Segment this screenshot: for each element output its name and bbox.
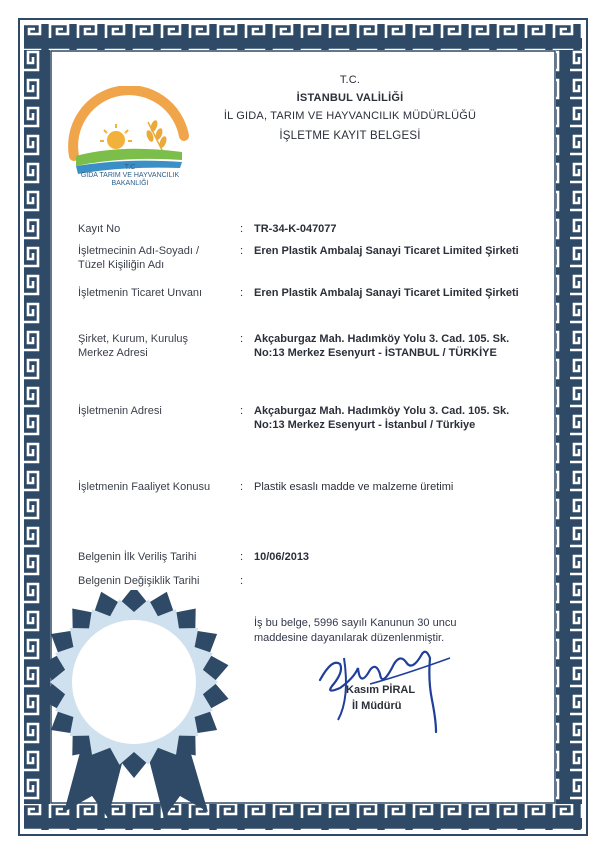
value-first-issue-date: 10/06/2013 [254, 551, 310, 563]
header-tc: T.C. [339, 74, 361, 86]
legal-note: İş bu belge, 5996 sayılı Kanunun 30 uncu maddesine dayanılarak düzenlenmiştir. [254, 617, 457, 644]
colon: : [240, 481, 244, 493]
colon: : [240, 405, 244, 417]
label-trade-name: İşletmenin Ticaret Unvanı [78, 287, 203, 299]
label-change-date: Belgenin Değişiklik Tarihi [78, 575, 200, 587]
signatory-title: İl Müdürü [352, 700, 402, 712]
signatory-name: Kasım PİRAL [346, 684, 416, 696]
logo-line-2: GIDA TARIM VE HAYVANCILIK [80, 172, 180, 179]
value-trade-name: Eren Plastik Ambalaj Sanayi Ticaret Limited Şirketi [254, 287, 519, 299]
handwritten-signature [310, 628, 460, 736]
logo-line-3: BAKANLIĞI [111, 180, 149, 187]
label-operator-name: İşletmecinin Adı-Soyadı / Tüzel Kişiliğin Adı [78, 245, 200, 271]
header-governorship: İSTANBUL VALİLİĞİ [296, 92, 404, 104]
value-business-address: Akçaburgaz Mah. Hadımköy Yolu 3. Cad. 105. Sk. No:13 Merkez Esenyurt - İstanbul / Türkiye [254, 405, 510, 431]
value-hq-address: Akçaburgaz Mah. Hadımköy Yolu 3. Cad. 105. Sk. No:13 Merkez Esenyurt - İSTANBUL / TÜRKİYE [254, 333, 510, 359]
label-registration-no: Kayıt No [78, 223, 121, 235]
colon: : [240, 551, 244, 563]
colon: : [240, 287, 244, 299]
colon: : [240, 575, 244, 587]
label-business-address: İşletmenin Adresi [78, 405, 162, 417]
value-registration-no: TR-34-K-047077 [254, 223, 337, 235]
label-first-issue-date: Belgenin İlk Veriliş Tarihi [78, 551, 197, 563]
header-directorate: İL GIDA, TARIM VE HAYVANCILIK MÜDÜRLÜĞÜ [223, 110, 477, 122]
colon: : [240, 333, 244, 345]
label-hq-address: Şirket, Kurum, Kuruluş Merkez Adresi [78, 333, 189, 359]
colon: : [240, 223, 244, 235]
colon: : [240, 245, 244, 257]
rosette-seal [34, 590, 234, 820]
document-title: İŞLETME KAYIT BELGESİ [279, 130, 421, 142]
logo-line-1: T.C [124, 164, 136, 171]
value-operator-name: Eren Plastik Ambalaj Sanayi Ticaret Limited Şirketi [254, 245, 519, 257]
label-activity: İşletmenin Faaliyet Konusu [78, 481, 211, 493]
value-activity: Plastik esaslı madde ve malzeme üretimi [254, 481, 454, 493]
